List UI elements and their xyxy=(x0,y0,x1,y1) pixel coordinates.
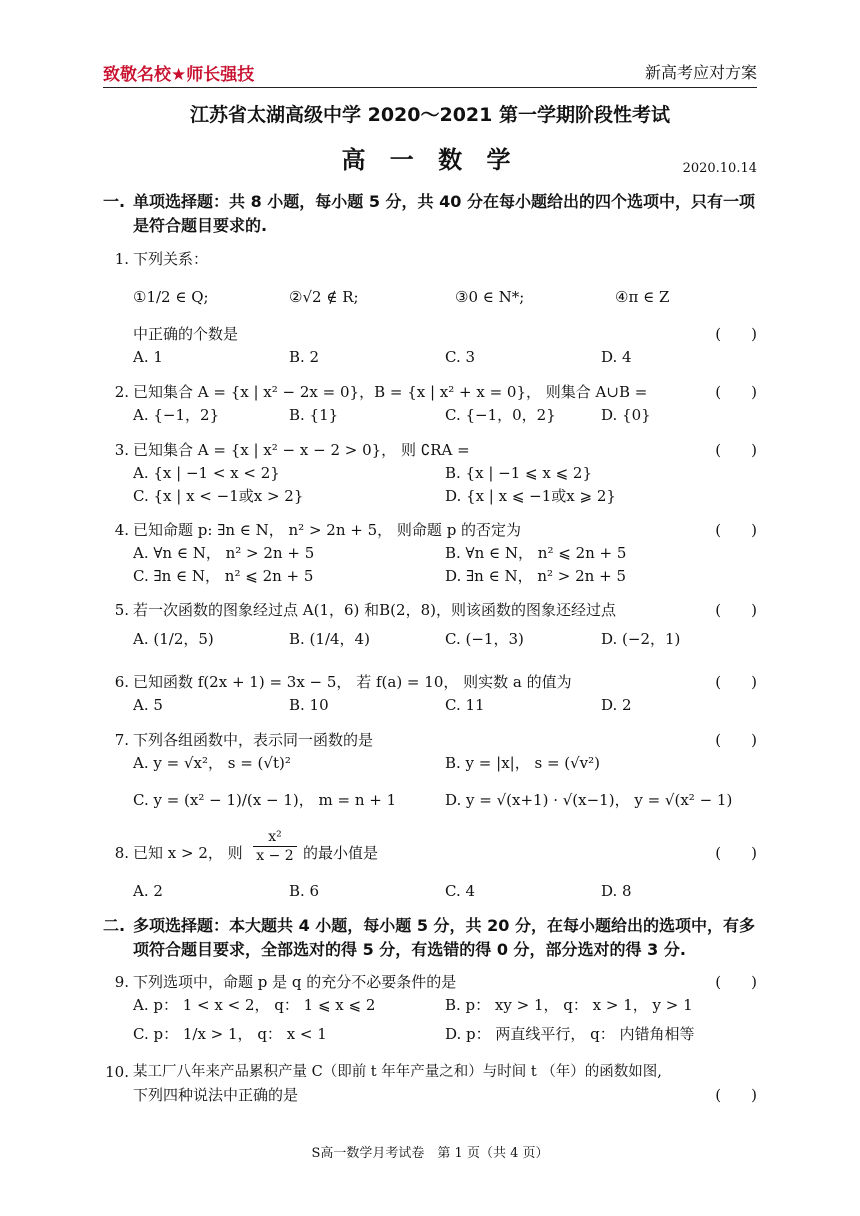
option-d: D. 4 xyxy=(601,348,632,366)
option-c: C. p： 1/x > 1， q： x < 1 xyxy=(133,1025,327,1043)
question-5 xyxy=(103,599,757,659)
relation-item: ②√2 ∉ R; xyxy=(289,288,359,306)
exam-subject: 高 一 数 学 xyxy=(341,146,519,174)
relation-item: ①1/2 ∈ Q; xyxy=(133,288,209,306)
question-stem: 已知函数 f(2x + 1) = 3x − 5， 若 f(a) = 10， 则实数 a 的值为 xyxy=(133,673,572,691)
question-9 xyxy=(103,971,757,1051)
option-a: A. {−1，2} xyxy=(133,406,220,424)
option-c: C. {x | x < −1或x > 2} xyxy=(133,487,304,505)
option-b: B. 6 xyxy=(289,882,320,900)
option-c: C. 4 xyxy=(445,882,476,900)
option-d: D. {x | x ⩽ −1或x ⩾ 2} xyxy=(445,487,616,505)
option-d: D. 8 xyxy=(601,882,632,900)
option-c: C. ∃n ∈ N， n² ⩽ 2n + 5 xyxy=(133,567,314,585)
option-b: B. 2 xyxy=(289,348,320,366)
option-d: D. 2 xyxy=(601,696,632,714)
relation-item: ③0 ∈ N*; xyxy=(455,288,525,306)
question-2 xyxy=(103,381,757,429)
question-8 xyxy=(103,828,757,904)
answer-blank: ( ) xyxy=(715,441,757,459)
exam-title: 江苏省太湖高级中学 2020～2021 第一学期阶段性考试 xyxy=(190,104,670,126)
question-stem: 已知命题 p: ∃n ∈ N， n² > 2n + 5， 则命题 p 的否定为 xyxy=(133,521,522,539)
option-a: A. 1 xyxy=(133,348,163,366)
option-d: D. (−2，1) xyxy=(601,630,681,648)
option-b: B. {x | −1 ⩽ x ⩽ 2} xyxy=(445,464,593,482)
section-two-label: 二. xyxy=(103,916,126,935)
relation-item: ④π ∈ Z xyxy=(615,288,670,306)
question-stem: 下列各组函数中，表示同一函数的是 xyxy=(133,731,374,749)
option-c: C. 3 xyxy=(445,348,476,366)
option-d: D. p： 两直线平行， q： 内错角相等 xyxy=(445,1025,695,1043)
option-a: A. ∀n ∈ N， n² > 2n + 5 xyxy=(133,544,315,562)
answer-blank: ( ) xyxy=(715,601,757,619)
question-4 xyxy=(103,519,757,589)
answer-blank: ( ) xyxy=(715,1086,757,1104)
question-6 xyxy=(103,671,757,719)
answer-blank: ( ) xyxy=(715,844,757,862)
fraction xyxy=(253,828,297,865)
answer-blank: ( ) xyxy=(715,673,757,691)
question-number: 2. xyxy=(114,383,129,401)
option-a: A. p： 1 < x < 2， q： 1 ⩽ x ⩽ 2 xyxy=(133,996,376,1014)
answer-blank: ( ) xyxy=(715,731,757,749)
option-a: A. 5 xyxy=(133,696,163,714)
fraction-denominator: x − 2 xyxy=(256,848,294,864)
question-number: 4. xyxy=(114,521,129,539)
question-stem: 已知集合 A = {x | x² − 2x = 0}，B = {x | x² + x = 0}， 则集合 A∪B = xyxy=(133,383,648,401)
option-d: D. y = √(x+1) · √(x−1)， y = √(x² − 1) xyxy=(445,791,733,809)
option-b: B. ∀n ∈ N， n² ⩽ 2n + 5 xyxy=(445,544,627,562)
section-one-label: 一. xyxy=(103,192,126,211)
question-number: 1. xyxy=(114,250,129,268)
question-stem: 已知集合 A = {x | x² − x − 2 > 0}， 则 ∁RA = xyxy=(133,441,470,459)
question-stem: 已知 x > 2， 则 xyxy=(133,844,243,862)
question-stem-continued: 的最小值是 xyxy=(303,844,379,862)
option-b: B. (1/4，4) xyxy=(289,630,370,648)
section-two-text: 多项选择题：本大题共 4 小题，每小题 5 分，共 20 分，在每小题给出的选项中，有多项符合题目要求，全部选对的得 5 分，有选错的得 0 分，部分选对的得 3 分. xyxy=(133,916,755,959)
question-number: 10. xyxy=(105,1063,129,1081)
question-number: 5. xyxy=(114,601,129,619)
option-b: B. {1} xyxy=(289,406,339,424)
option-a: A. 2 xyxy=(133,882,163,900)
answer-blank: ( ) xyxy=(715,521,757,539)
option-b: B. p： xy > 1， q： x > 1， y > 1 xyxy=(445,996,693,1014)
option-c: C. (−1，3) xyxy=(445,630,524,648)
question-3 xyxy=(103,439,757,509)
question-stem-continued: 中正确的个数是 xyxy=(133,325,239,343)
header-tagline: 新高考应对方案 xyxy=(644,63,757,82)
option-c: C. 11 xyxy=(445,696,485,714)
header-divider xyxy=(103,87,757,88)
answer-blank: ( ) xyxy=(715,973,757,991)
question-stem: 若一次函数的图象经过点 A(1，6) 和B(2，8)，则该函数的图象还经过点 xyxy=(133,601,616,619)
question-7 xyxy=(103,729,757,819)
option-d: D. {0} xyxy=(601,406,651,424)
question-number: 8. xyxy=(114,844,129,862)
question-stem: 下列选项中，命题 p 是 q 的充分不必要条件的是 xyxy=(133,973,457,991)
option-a: A. y = √x²， s = (√t)² xyxy=(133,754,291,772)
option-a: A. (1/2，5) xyxy=(133,630,214,648)
section-one-text: 单项选择题：共 8 小题，每小题 5 分，共 40 分在每小题给出的四个选项中，只有一项是符合题目要求的. xyxy=(133,192,755,235)
option-d: D. ∃n ∈ N， n² > 2n + 5 xyxy=(445,567,626,585)
question-10 xyxy=(103,1061,757,1109)
option-a: A. {x | −1 < x < 2} xyxy=(133,464,280,482)
header-slogan: 致敬名校★师长强技 xyxy=(103,65,255,85)
question-number: 9. xyxy=(114,973,129,991)
question-number: 6. xyxy=(114,673,129,691)
option-c: C. {−1，0，2} xyxy=(445,406,556,424)
answer-blank: ( ) xyxy=(715,383,757,401)
question-number: 7. xyxy=(114,731,129,749)
option-b: B. y = |x|， s = (√v²) xyxy=(445,754,601,772)
section-one-heading xyxy=(103,190,757,238)
exam-date: 2020.10.14 xyxy=(682,161,757,176)
answer-blank: ( ) xyxy=(715,325,757,343)
question-1 xyxy=(103,248,757,368)
question-stem: 下列关系： xyxy=(133,250,209,268)
fraction-numerator: x² xyxy=(253,828,297,847)
question-stem-continued: 下列四种说法中正确的是 xyxy=(133,1086,299,1104)
section-two-heading xyxy=(103,914,757,962)
question-stem: 某工厂八年来产品累积产量 C（即前 t 年年产量之和）与时间 t （年）的函数如图, xyxy=(133,1064,662,1080)
option-c: C. y = (x² − 1)/(x − 1)， m = n + 1 xyxy=(133,791,397,809)
question-number: 3. xyxy=(114,441,129,459)
option-b: B. 10 xyxy=(289,696,329,714)
page-footer: S高一数学月考试卷 第 1 页（共 4 页） xyxy=(311,1146,549,1161)
